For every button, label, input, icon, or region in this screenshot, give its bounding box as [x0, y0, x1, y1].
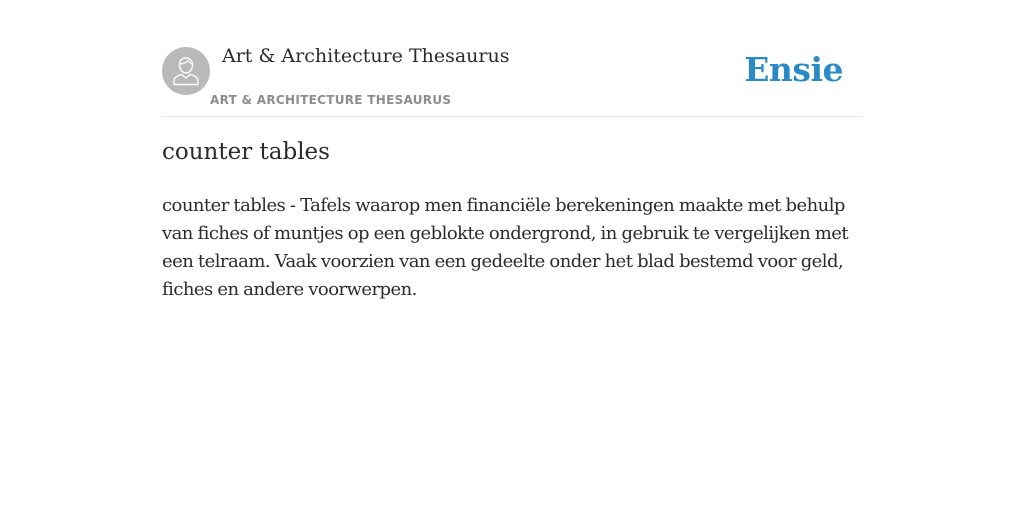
- term-definition: counter tables - Tafels waarop men financiële berekeningen maakte met behulp van fiches of muntjes op een geblokte ondergrond, in gebruik te vergelijken met een telraam. Vaak voorzien van een gedeelte onder het blad bestemd voor geld, fiches en andere voorwerpen.: [162, 195, 849, 300]
- entry-header: [162, 0, 862, 117]
- source-avatar[interactable]: [162, 47, 210, 95]
- source-title-link[interactable]: Art & Architecture Thesaurus: [222, 45, 510, 67]
- user-avatar-icon: [172, 56, 200, 86]
- term-title: counter tables: [162, 139, 330, 165]
- source-subtitle[interactable]: ART & ARCHITECTURE THESAURUS: [210, 93, 452, 107]
- ensie-logo[interactable]: Ensie: [744, 50, 843, 89]
